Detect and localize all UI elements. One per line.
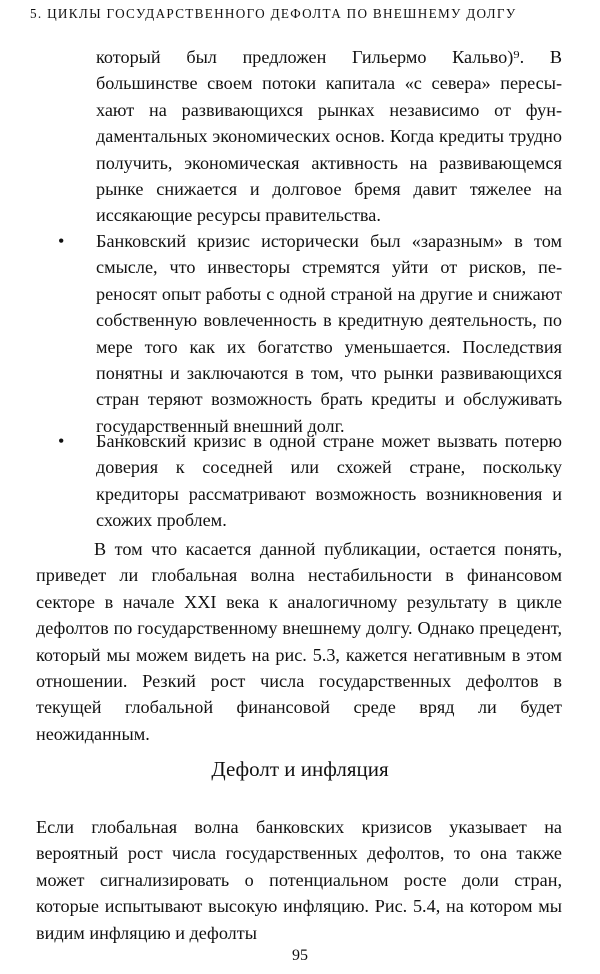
bullet-item-contagion: Банковский кризис исторически был «заразным» в том смысле, что инвесторы стремятся уйти от рисков, переносят опыт работы с одной страной на другие и снижают собственную вовлеченность в кредитную деятельность, по мере того как их богатство уменьшается. Последствия понятны и заключаются в том, что рынки развивающихся стран теряют возможность брать кредиты и обслуживать государственный внешний долг. — [96, 231, 562, 436]
continuation-paragraph: который был предложен Гильермо Кальво)⁹. В большинстве своем потоки капитала «с севера» пересыхают на развивающихся рынках независимо от фундаментальных экономических основ. Когда кредиты трудно получить, экономическая активность на развивающемся рынке снижается и долговое бремя давит тяжелее на иссякающие ресурсы правительства. — [96, 47, 562, 226]
bullet-item-confidence: Банковский кризис в одной стране может вызвать потерю доверия к соседней или схожей стране, поскольку кредиторы рассматривают возможность возникновения и схожих проблем. — [96, 431, 562, 531]
page-number: 95 — [292, 947, 308, 964]
body-paragraph: В том что касается данной публикации, остается понять, приведет ли глобальная волна нестабильности в финансовом секторе в начале XXI века к аналогичному результату в цикле дефолтов по государственному внешнему долгу. Однако прецедент, который мы можем видеть на рис. 5.3, кажется негативным в этом отношении. Резкий рост числа государственных дефолтов в текущей глобальной финансовой среде вряд ли будет неожиданным. — [36, 539, 562, 744]
bullet-marker: • — [58, 231, 65, 251]
body-paragraph: Если глобальная волна банковских кризисов указывает на вероятный рост числа государственных дефолтов, то она также может сигнализировать о потенциальном росте доли стран, которые испытывают высокую инфляцию. Рис. 5.4, на котором мы видим инфляцию и дефолты — [36, 817, 562, 943]
running-header: 5. ЦИКЛЫ ГОСУДАРСТВЕННОГО ДЕФОЛТА ПО ВНЕШНЕМУ ДОЛГУ — [30, 6, 517, 21]
bullet-marker: • — [58, 431, 65, 451]
section-heading: Дефолт и инфляция — [211, 757, 389, 781]
